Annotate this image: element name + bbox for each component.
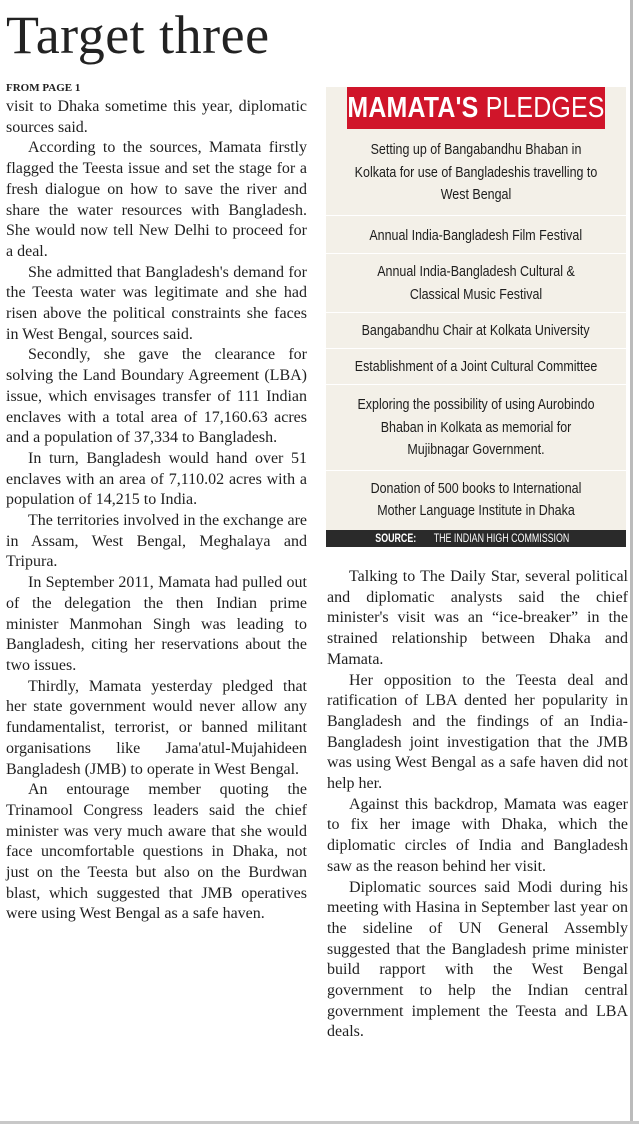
- kicker: FROM PAGE 1: [6, 82, 81, 94]
- paragraph: According to the sources, Mamata firstly flagged the Teesta issue and set the stage for a fresh dialogue on how to save the river and share the water resources with Bangladesh. She would now tell New Delhi to proceed for a deal.: [6, 139, 307, 260]
- paragraph: Against this backdrop, Mamata was eager to fix her image with Dhaka, which the diplomatic circles of India and Bangladesh saw as the reason behind her visit.: [327, 795, 628, 875]
- pledges-list: [326, 129, 626, 527]
- paragraph: In September 2011, Mamata had pulled out of the delegation the then Indian prime minister Manmohan Singh was leading to Bangladesh, citing her reservations about the two issues.: [6, 574, 307, 674]
- article-column-left: [6, 97, 307, 925]
- paragraph: visit to Dhaka sometime this year, diplomatic sources said.: [6, 98, 307, 136]
- pledge-item: Annual India-Bangladesh Cultural & Classical Music Festival: [326, 254, 626, 313]
- paragraph: The territories involved in the exchange are in Assam, West Bengal, Meghalaya and Tripura.: [6, 512, 307, 571]
- pledges-box-title: [347, 87, 605, 129]
- page-edge-shadow: [630, 0, 633, 1124]
- paragraph: Talking to The Daily Star, several political and diplomatic analysts said the chief minister's visit was an “ice-breaker” in the strained relationship between Dhaka and Mamata.: [327, 568, 628, 668]
- pledges-title-bold: MAMATA'S: [347, 92, 479, 124]
- paragraph: An entourage member quoting the Trinamool Congress leaders said the chief minister was very much aware that she would face uncomfortable questions in Dhaka, not just on the Teesta but also on the Burdwan blast, which suggested that JMB operatives were using West Bengal as a safe haven.: [6, 781, 307, 923]
- pledges-source: [326, 530, 626, 547]
- paragraph: Her opposition to the Teesta deal and ratification of LBA dented her popularity in Bangladesh and the findings of an India-Bangladesh joint investigation that the JMB was using West Bengal as a safe haven did not help her.: [327, 671, 628, 793]
- pledge-item: Bangabandhu Chair at Kolkata University: [326, 313, 626, 349]
- pledge-item: Setting up of Bangabandhu Bhaban in Kolkata for use of Bangladeshis travelling to West Bengal: [326, 129, 626, 216]
- paragraph: Diplomatic sources said Modi during his meeting with Hasina in September last year on the sideline of UN General Assembly suggested that the Bangladesh prime minister build rapport with the West Bengal government to help the Indian central government implement the Teesta and LBA deals.: [327, 878, 628, 1041]
- pledge-item: Exploring the possibility of using Aurobindo Bhaban in Kolkata as memorial for Mujibnagar Government.: [326, 385, 626, 471]
- pledge-item: Annual India-Bangladesh Film Festival: [326, 216, 626, 255]
- source-label: SOURCE:: [375, 531, 417, 545]
- pledge-item: Donation of 500 books to International Mother Language Institute in Dhaka: [370, 480, 582, 519]
- paragraph: She admitted that Bangladesh's demand for the Teesta water was legitimate and she had risen above the political constraints she faces in West Bengal, sources said.: [6, 263, 307, 343]
- paragraph: Secondly, she gave the clearance for solving the Land Boundary Agreement (LBA) issue, which envisages transfer of 111 Indian enclaves with a total area of 17,160.63 acres and a population of 37,334 to Bangladesh.: [6, 346, 307, 447]
- source-text: THE INDIAN HIGH COMMISSION: [433, 531, 570, 545]
- headline: Target three: [6, 5, 270, 65]
- article-column-right: [327, 567, 628, 1043]
- pledge-item: Establishment of a Joint Cultural Committee: [326, 349, 626, 386]
- pledges-box: [326, 87, 626, 547]
- pledges-title-light: PLEDGES: [485, 92, 605, 124]
- paragraph: Thirdly, Mamata yesterday pledged that her state government would never allow any fundamentalist, terrorist, or banned militant organisations like Jama'atul-Mujahideen Bangladesh (JMB) to operate in West Bengal.: [6, 677, 307, 778]
- paragraph: In turn, Bangladesh would hand over 51 enclaves with an area of 7,110.02 acres with a population of 14,215 to India.: [6, 449, 307, 509]
